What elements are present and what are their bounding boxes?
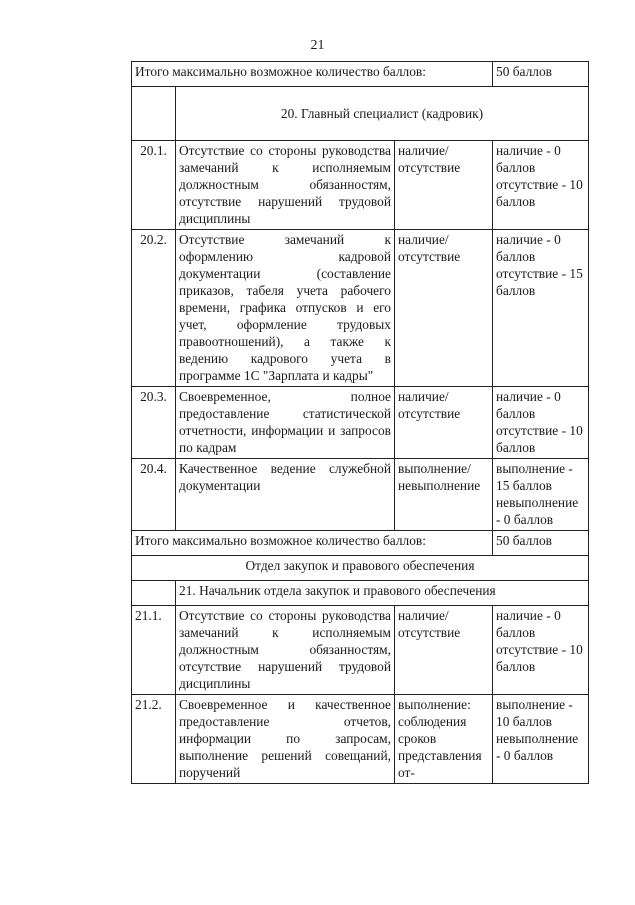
total-points: 50 баллов (493, 531, 589, 556)
criteria-table (131, 61, 589, 784)
total-label: Итого максимально возможное количество баллов: (132, 62, 493, 87)
indicator-text: наличие/отсутствие (395, 230, 493, 387)
indicator-text: наличие/отсутствие (395, 606, 493, 695)
table-row (132, 459, 589, 531)
section-20-header-row (132, 87, 589, 141)
empty-cell (132, 581, 176, 606)
table-row (132, 387, 589, 459)
criterion-text: Качественное ведение служебной документации (176, 459, 395, 531)
department-row (132, 556, 589, 581)
empty-cell (132, 87, 176, 141)
row-number: 20.4. (132, 459, 176, 531)
table-row (132, 606, 589, 695)
department-title: Отдел закупок и правового обеспечения (132, 556, 589, 581)
score-text: наличие - 0 баллов отсутствие - 10 баллов (493, 606, 589, 695)
table-row (132, 695, 589, 784)
section-21-header-row (132, 581, 589, 606)
score-text: выполнение - 10 баллов невыполнение - 0 баллов (493, 695, 589, 784)
row-number: 20.1. (132, 141, 176, 230)
score-text: выполнение - 15 баллов невыполнение - 0 баллов (493, 459, 589, 531)
indicator-text: выполнение/невыполнение (395, 459, 493, 531)
row-number: 20.2. (132, 230, 176, 387)
indicator-text: наличие/отсутствие (395, 141, 493, 230)
table-row (132, 230, 589, 387)
row-number: 21.2. (132, 695, 176, 784)
section-title: 20. Главный специалист (кадровик) (176, 87, 589, 141)
row-number: 20.3. (132, 387, 176, 459)
indicator-text: выполнение: соблюдения сроков представления от- (395, 695, 493, 784)
criterion-text: Отсутствие со стороны руководства замечаний к исполняемым должностным обязанностям, отсутствие нарушений трудовой дисциплины (176, 606, 395, 695)
score-text: наличие - 0 баллов отсутствие - 15 баллов (493, 230, 589, 387)
criterion-text: Отсутствие замечаний к оформлению кадровой документации (составление приказов, табеля учета рабочего времени, графика отпусков и его учет, оформление трудовых правоотношений), а также к ведению кадрового учета в программе 1С "Зарплата и кадры" (176, 230, 395, 387)
criterion-text: Своевременное, полное предоставление статистической отчетности, информации и запросов по кадрам (176, 387, 395, 459)
score-text: наличие - 0 баллов отсутствие - 10 баллов (493, 141, 589, 230)
criterion-text: Отсутствие со стороны руководства замечаний к исполняемым должностным обязанностям, отсутствие нарушений трудовой дисциплины (176, 141, 395, 230)
total-points: 50 баллов (493, 62, 589, 87)
section-title: 21. Начальник отдела закупок и правового обеспечения (176, 581, 589, 606)
table-row (132, 141, 589, 230)
indicator-text: наличие/отсутствие (395, 387, 493, 459)
page-number: 21 (310, 38, 325, 53)
section-20-total-row (132, 531, 589, 556)
top-total-row (132, 62, 589, 87)
score-text: наличие - 0 баллов отсутствие - 10 баллов (493, 387, 589, 459)
total-label: Итого максимально возможное количество баллов: (132, 531, 493, 556)
criterion-text: Своевременное и качественное предоставление отчетов, информации по запросам, выполнение решений совещаний, поручений (176, 695, 395, 784)
row-number: 21.1. (132, 606, 176, 695)
